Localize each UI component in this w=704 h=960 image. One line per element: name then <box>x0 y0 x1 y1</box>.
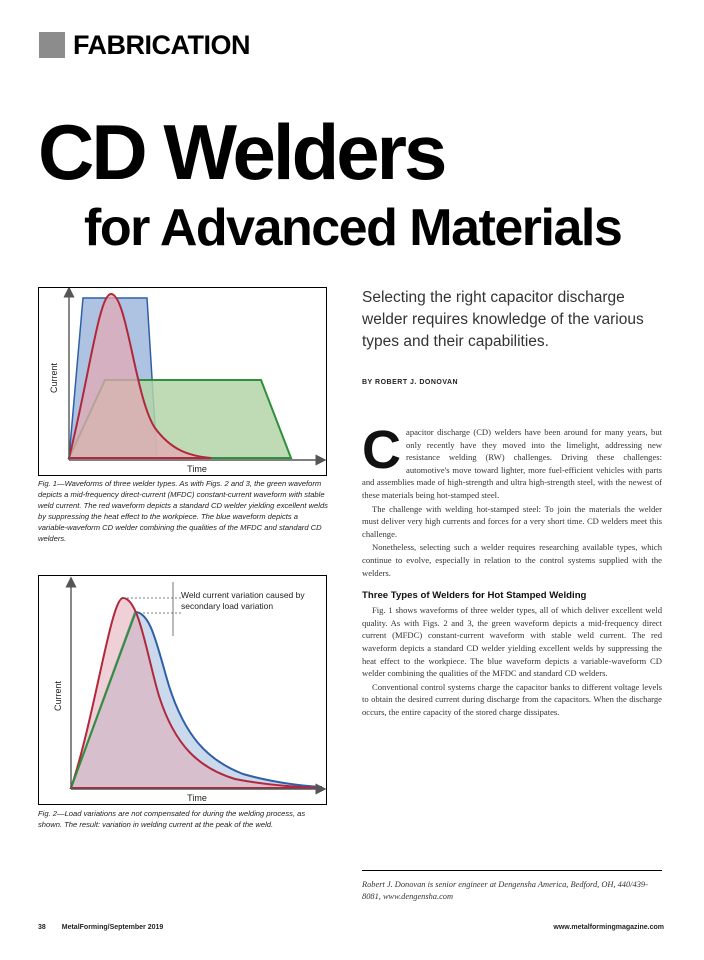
paragraph-3: Nonetheless, selecting such a welder requires researching available types, which continue to evolve, especially in relation to the control systems supplied with the welders. <box>362 542 662 578</box>
drop-cap: C <box>362 420 401 480</box>
annotation-box <box>181 590 311 630</box>
footer-url: www.metalformingmagazine.com <box>553 924 664 931</box>
figure-1-caption: Fig. 1—Waveforms of three welder types. As with Figs. 2 and 3, the green waveform depicts a mid-frequency direct-current (MFDC) constant-current waveform with stable weld current. The red waveform depicts a standard CD welder yielding excellent welds by suppressing the heat effect to the workpiece. The blue waveform depicts a variable-waveform CD welder combining the qualities of the MFDC and standard CD welders. <box>38 479 328 543</box>
figure-2 <box>38 575 327 805</box>
byline: BY ROBERT J. DONOVAN <box>362 379 459 386</box>
paragraph-1 <box>362 420 662 502</box>
article-title: CD Welders <box>38 108 445 196</box>
variation-annotation: Weld current variation caused by secondary load variation <box>181 590 305 611</box>
footer-left <box>38 924 163 931</box>
figure-1 <box>38 287 327 476</box>
section-subhead: Three Types of Welders for Hot Stamped Welding <box>362 590 587 602</box>
author-bio: Robert J. Donovan is senior engineer at Dengensha America, Bedford, OH, 440/439-8081, www.dengensha.com <box>362 870 662 903</box>
figure-2-graph <box>39 576 326 804</box>
x-axis-label: Time <box>187 793 207 803</box>
figure-1-graph <box>39 288 326 475</box>
paragraph-4: Fig. 1 shows waveforms of three welder types, all of which deliver excellent weld quality. As with Figs. 2 and 3, the green waveform depicts a mid-frequency direct current (MFDC) constant-current waveform with stable weld current. The red waveform depicts a standard CD welder yielding excellent welds by suppressing the heat effect to the workpiece. The blue waveform depicts a variable-waveform CD welder combining the qualities of the MFDC and standard CD welders. <box>362 605 662 679</box>
y-axis-label: Current <box>53 680 63 712</box>
page-number: 38 <box>38 924 46 931</box>
section-marker-block <box>39 32 65 58</box>
x-axis-label: Time <box>187 464 207 474</box>
section-label: FABRICATION <box>73 29 250 60</box>
article-body <box>362 420 662 719</box>
paragraph-5: Conventional control systems charge the capacitor banks to different voltage levels to obtain the desired current during discharge from the capacitors. When the discharge occurs, the entire capacity of the stored charge dissipates. <box>362 681 662 717</box>
y-axis-label: Current <box>49 362 59 394</box>
article-subtitle: for Advanced Materials <box>84 199 622 257</box>
issue-label: MetalForming/September 2019 <box>61 924 164 931</box>
paragraph-2: The challenge with welding hot-stamped steel: To join the materials the welder must deliver very high currents and forces for a very short time. CD welders meet this challenge. <box>362 503 662 539</box>
figure-2-caption: Fig. 2—Load variations are not compensated for during the welding process, as shown. The result: variation in welding current at the peak of the weld. <box>38 809 306 829</box>
paragraph-1-text: apacitor discharge (CD) welders have been around for many years, but only recently have they moved into the limelight, addressing new resistance welding (RW) challenges. Driving these challenges: automotive's move toward lighter, more fuel-efficient vehicles with parts and assemblies made of high-strength and ultra high-strength steel, with the newest of these materials being hot-stamped steel. <box>362 427 662 500</box>
section-header <box>39 28 250 62</box>
article-deck: Selecting the right capacitor discharge welder requires knowledge of the various types and their capabilities. <box>362 289 644 350</box>
